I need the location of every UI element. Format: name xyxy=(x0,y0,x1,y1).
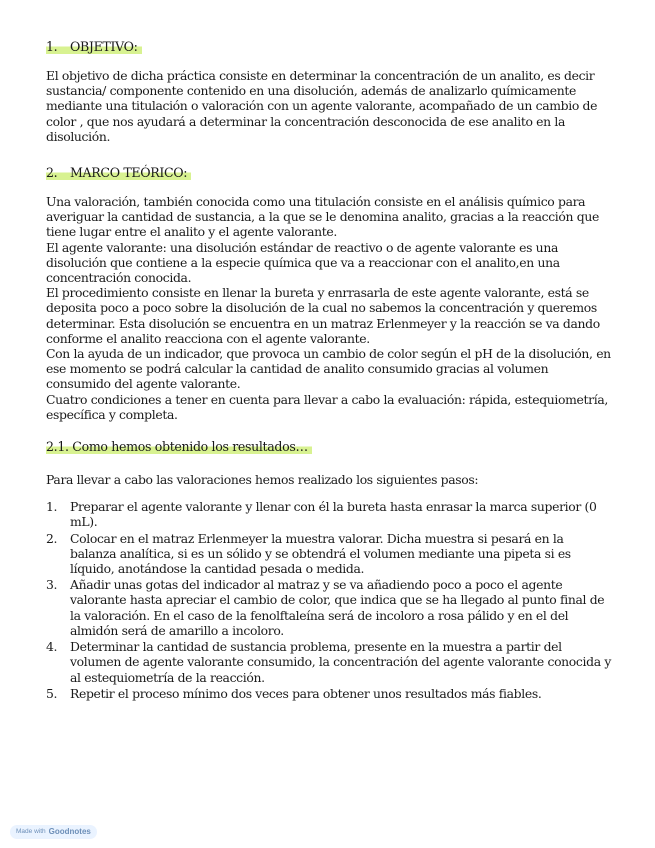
section-number: 1. xyxy=(46,39,58,54)
steps-list xyxy=(46,499,611,701)
list-item-text: Preparar el agente valorante y llenar con él la bureta hasta enrasar la marca superior (0 mL). xyxy=(70,499,597,530)
marco-paragraph: Cuatro condiciones a tener en cuenta para llevar a cabo la evaluación: rápida, estequiometría, específica y completa. xyxy=(46,391,608,422)
section-number: 2.1. xyxy=(46,439,69,455)
section-title: Como hemos obtenido los resultados… xyxy=(72,439,308,455)
document-page xyxy=(46,38,611,702)
heading-highlight xyxy=(46,438,312,456)
marco-paragraph: Con la ayuda de un indicador, que provoca un cambio de color según el pH de la disolución, en ese momento se podrá calcular la cantidad de analito consumido gracias al volumen consumido del agente valorante. xyxy=(46,346,611,392)
list-item xyxy=(46,531,611,577)
list-item xyxy=(46,499,611,529)
section-title: OBJETIVO: xyxy=(70,39,138,54)
heading-highlight xyxy=(46,38,142,56)
list-item-number: 4. xyxy=(46,639,58,655)
marco-paragraph: El procedimiento consiste en llenar la bureta y enrrasarla de este agente valorante, está se deposita poco a poco sobre la disolución de la cual no sabemos la concentración y queremos determinar. Esta disolución se encuentra en un matraz Erlenmeyer y la reacción se va dando conforme el analito reacciona con el agente valorante. xyxy=(46,285,600,346)
list-item xyxy=(46,686,611,701)
section-heading-objetivo xyxy=(46,38,611,56)
list-item-text: Colocar en el matraz Erlenmeyer la muestra valorar. Dicha muestra si pesará en la balanza analítica, si es un sólido y se obtendrá el volumen mediante una pipeta si es líquido, anotándose la cantidad pesada o medida. xyxy=(70,530,571,577)
list-item-text: Añadir unas gotas del indicador al matraz y se va añadiendo poco a poco el agente valorante hasta apreciar el cambio de color, que indica que se ha llegado al punto final de la valoración. En el caso de la fenolftaleína será de incoloro a rosa pálido y en el del almidón será de amarillo a incoloro. xyxy=(70,577,605,638)
resultados-intro: Para llevar a cabo las valoraciones hemos realizado los siguientes pasos: xyxy=(46,472,479,488)
marco-paragraph: Una valoración, también conocida como una titulación consiste en el análisis químico para averiguar la cantidad de sustancia, a la que se le denomina analito, gracias a la reacción que tiene lugar entre el analito y el agente valorante. xyxy=(46,194,599,240)
list-item-number: 5. xyxy=(46,685,58,701)
badge-prefix: Made with xyxy=(16,828,46,835)
list-item-number: 3. xyxy=(46,577,58,593)
marco-paragraph: El agente valorante: una disolución estándar de reactivo o de agente valorante es una disolución que contiene a la especie química que va a reaccionar con el analito,en una concentración conocida. xyxy=(46,239,560,286)
objetivo-body: El objetivo de dicha práctica consiste en determinar la concentración de un analito, es decir sustancia/ componente contenido en una disolución, además de analizarlo químicamente mediante una titulación o valoración con un agente valorante, acompañado de un cambio de color , que nos ayudará a determinar la concentración desconocida de ese analito en la disolución. xyxy=(46,68,598,144)
list-item xyxy=(46,577,611,638)
list-item xyxy=(46,639,611,685)
heading-highlight xyxy=(46,164,191,182)
list-item-text: Repetir el proceso mínimo dos veces para obtener unos resultados más fiables. xyxy=(70,685,542,701)
list-item-number: 2. xyxy=(46,530,58,546)
section-title: MARCO TEÓRICO: xyxy=(70,165,188,181)
list-item-text: Determinar la cantidad de sustancia problema, presente en la muestra a partir del volumen de agente valorante consumido, la concentración del agente valorante conocida y al estequiometría de la reacción. xyxy=(70,639,611,685)
made-with-goodnotes-badge xyxy=(10,825,97,839)
section-heading-marco-teorico xyxy=(46,164,611,182)
section-heading-resultados xyxy=(46,438,611,456)
badge-brand: Goodnotes xyxy=(48,827,91,836)
list-item-number: 1. xyxy=(46,499,58,515)
section-number: 2. xyxy=(46,165,58,181)
